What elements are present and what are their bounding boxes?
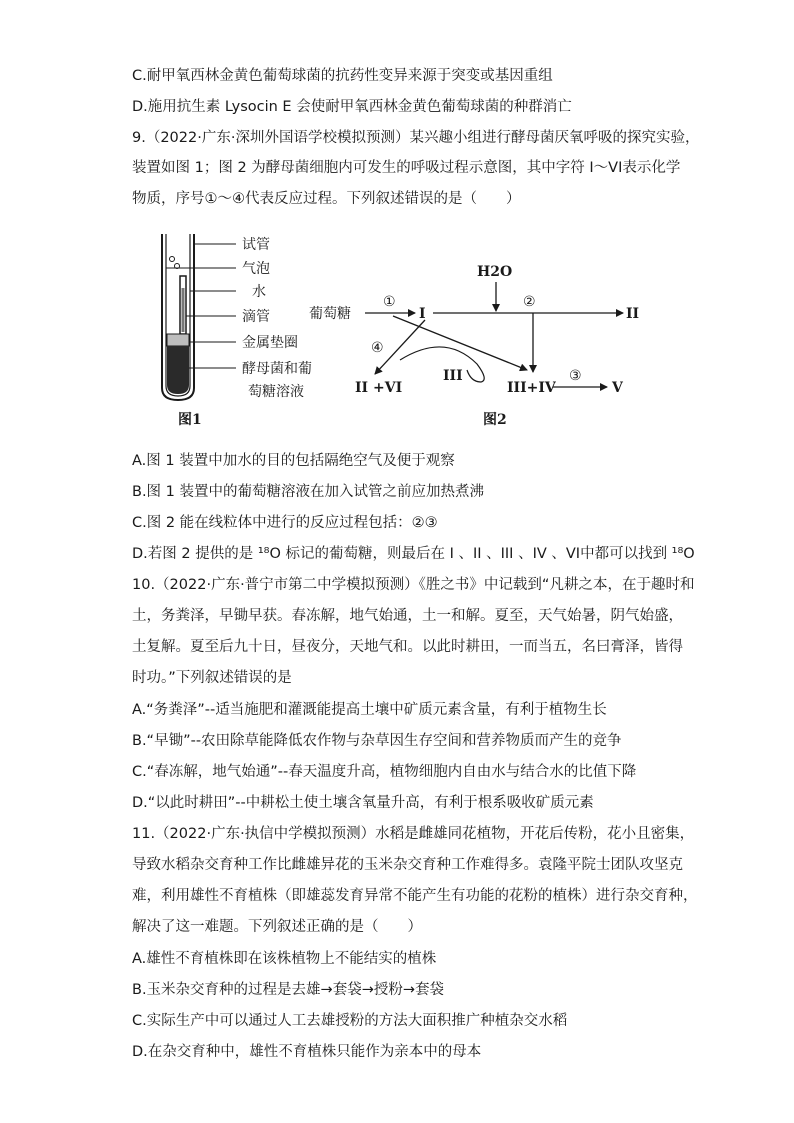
question-11-option-b: B.玉米杂交育种的过程是去雄→套袋→授粉→套袋 bbox=[132, 982, 445, 998]
label-metal-ring: 金属垫圈 bbox=[242, 335, 298, 351]
question-9-option-b: B.图 1 装置中的葡萄糖溶液在加入试管之前应加热煮沸 bbox=[132, 484, 484, 500]
label-V: V bbox=[612, 380, 623, 396]
figure-1-caption: 图1 bbox=[178, 412, 202, 428]
step-3: ③ bbox=[569, 368, 582, 384]
question-9-stem: 9.（2022·广东·深圳外国语学校模拟预测）某兴趣小组进行酵母菌厌氧呼吸的探究实验， bbox=[132, 130, 700, 146]
step-1: ① bbox=[383, 294, 396, 310]
step-4: ④ bbox=[371, 340, 384, 356]
question-11-stem: 难，利用雄性不育植株（即雄蕊发育异常不能产生有功能的花粉的植株）进行杂交育种， bbox=[132, 888, 698, 904]
label-II-end: II bbox=[626, 306, 640, 322]
question-10-option-c: C.“春冻解，地气始通”--春天温度升高，植物细胞内自由水与结合水的比值下降 bbox=[132, 764, 637, 780]
question-10-stem: 土复解。夏至后九十日，昼夜分，天地气和。以此时耕田，一而当五，名曰膏泽，皆得 bbox=[132, 639, 683, 655]
label-yeast-1: 酵母菌和葡 bbox=[242, 361, 312, 377]
question-11-option-c: C.实际生产中可以通过人工去雄授粉的方法大面积推广种植杂交水稻 bbox=[132, 1013, 568, 1029]
question-10-option-a: A.“务粪泽”--适当施肥和灌溉能提高土壤中矿质元素含量，有利于植物生长 bbox=[132, 702, 607, 718]
label-III: III bbox=[443, 368, 463, 384]
question-10-stem: 土，务粪泽，早锄早获。春冻解，地气始通，土一和解。夏至，天气始暑，阴气始盛， bbox=[132, 608, 683, 624]
figure-2-caption: 图2 bbox=[483, 412, 507, 428]
label-bubble: 气泡 bbox=[242, 261, 270, 277]
question-10-stem: 10.（2022·广东·普宁市第二中学模拟预测）《胜之书》中记载到“凡耕之本，在于趣时和 bbox=[132, 577, 695, 593]
question-10-option-b: B.“早锄”--农田除草能降低农作物与杂草因生存空间和营养物质而产生的竞争 bbox=[132, 733, 622, 749]
label-glucose: 葡萄糖 bbox=[309, 306, 351, 322]
label-I: I bbox=[419, 306, 426, 322]
metal-ring bbox=[167, 334, 189, 346]
question-9-option-d: D.若图 2 提供的是 ¹⁸O 标记的葡萄糖，则最后在 I 、II 、III 、IV 、VI中都可以找到 ¹⁸O bbox=[132, 546, 695, 562]
label-h2o: H2O bbox=[477, 264, 513, 280]
figure-2-pathway bbox=[305, 258, 645, 430]
step-2: ② bbox=[523, 294, 536, 310]
label-water: 水 bbox=[252, 284, 266, 300]
option-d-prev: D.施用抗生素 Lysocin E 会使耐甲氧西林金黄色葡萄球菌的种群消亡 bbox=[132, 99, 572, 115]
question-10-option-d: D.“以此时耕田”--中耕松土使土壤含氧量升高，有利于根系吸收矿质元素 bbox=[132, 795, 594, 811]
question-11-option-d: D.在杂交育种中，雄性不育植株只能作为亲本中的母本 bbox=[132, 1044, 482, 1060]
question-10-stem: 时功。”下列叙述错误的是 bbox=[132, 670, 292, 686]
label-yeast-2: 萄糖溶液 bbox=[248, 384, 304, 400]
yeast-glucose-solution bbox=[167, 346, 189, 394]
question-11-option-a: A.雄性不育植株即在该株植物上不能结实的植株 bbox=[132, 951, 437, 967]
label-III-IV: III+IV bbox=[507, 380, 556, 396]
question-11-stem: 解决了这一难题。下列叙述正确的是（ ） bbox=[132, 919, 422, 935]
question-9-option-c: C.图 2 能在线粒体中进行的反应过程包括：②③ bbox=[132, 515, 438, 531]
bubble-icon bbox=[170, 257, 175, 262]
label-test-tube: 试管 bbox=[242, 237, 270, 253]
question-9-option-a: A.图 1 装置中加水的目的包括隔绝空气及便于观察 bbox=[132, 453, 455, 469]
label-II-VI: II +VI bbox=[355, 380, 403, 396]
option-c-prev: C.耐甲氧西林金黄色葡萄球菌的抗药性变异来源于突变或基因重组 bbox=[132, 68, 553, 84]
question-9-stem: 装置如图 1；图 2 为酵母菌细胞内可发生的呼吸过程示意图，其中字符 I～VI表示化学 bbox=[132, 160, 681, 176]
question-11-stem: 导致水稻杂交育种工作比雌雄异花的玉米杂交育种工作难得多。袁隆平院士团队攻坚克 bbox=[132, 857, 683, 873]
question-9-stem: 物质，序号①～④代表反应过程。下列叙述错误的是（ ） bbox=[132, 191, 521, 207]
question-11-stem: 11.（2022·广东·执信中学模拟预测）水稻是雌雄同花植物，开花后传粉，花小且密集， bbox=[132, 826, 695, 842]
label-dropper: 滴管 bbox=[242, 309, 270, 325]
